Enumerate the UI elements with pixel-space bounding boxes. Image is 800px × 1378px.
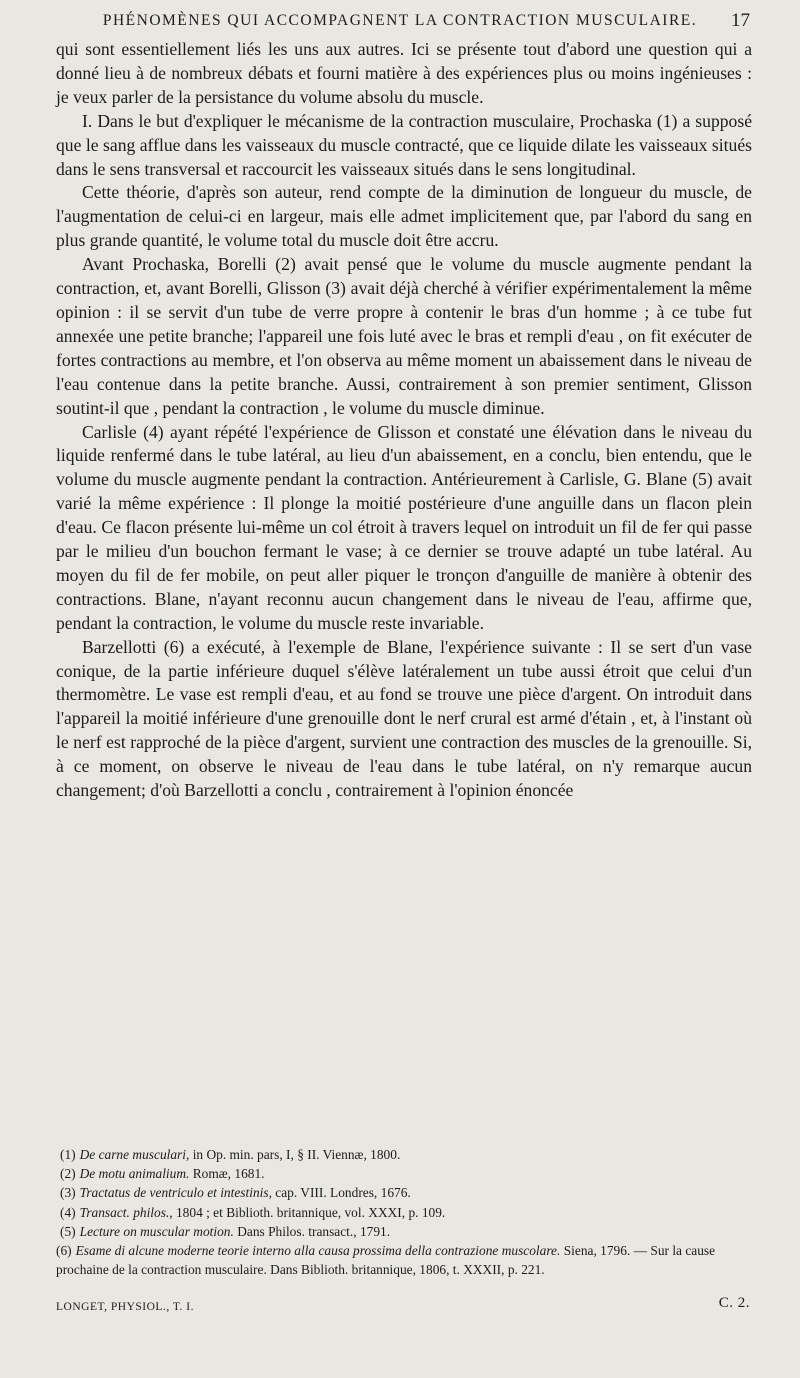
footnote-title: Tractatus de ventriculo et intestinis, bbox=[79, 1185, 272, 1201]
running-head: PHÉNOMÈNES QUI ACCOMPAGNENT LA CONTRACTION MUSCULAIRE. bbox=[102, 12, 698, 29]
page-header bbox=[50, 6, 750, 36]
paragraph: Carlisle (4) ayant répété l'expérience de Glisson et constaté une élévation dans le niveau du liquide renfermé dans le tube latéral, au lieu d'un abaissement, en a conclu, bien entendu, que le volume du muscle augmente pendant la contraction. Antérieurement à Carlisle, G. Blane (5) avait varié la même expérience : Il plonge la moitié postérieure d'une anguille dans un flacon plein d'eau. Ce flacon présente lui-même un col étroit à travers lequel on introduit un fil de fer qui passe par le milieu d'un bouchon fermant le vase; à ce dernier se trouve adapté un tube latéral. Au moyen du fil de fer mobile, on peut aller piquer le tronçon d'anguille de manière à obtenir des contractions. Blane, n'ayant reconnu aucun changement dans le niveau de l'eau, affirme que, pendant la contraction, le volume du muscle reste invariable. bbox=[56, 421, 752, 633]
footnote-title: Lecture on muscular motion. bbox=[79, 1223, 234, 1239]
footnote-text: Siena, 1796. — Sur la cause prochaine de la contraction musculaire. Dans Biblioth. britannique, 1806, t. XXXII, p. 221. bbox=[56, 1243, 716, 1278]
page-footer bbox=[56, 1295, 752, 1317]
footnote-text: Romæ, 1681. bbox=[189, 1166, 265, 1182]
footnote-text: in Op. min. pars, I, § II. Viennæ, 1800. bbox=[189, 1147, 401, 1162]
footnote bbox=[56, 1222, 752, 1241]
footnote-text: 1804 ; et Biblioth. britannique, vol. XXXI, p. 109. bbox=[172, 1204, 446, 1220]
paragraph: Cette théorie, d'après son auteur, rend compte de la diminution de longueur du muscle, de l'augmentation de celui-ci en largeur, mais elle admet implicitement que, par l'abord du sang en plus grande quantité, le volume total du muscle doit être accru. bbox=[56, 182, 752, 251]
footnote bbox=[56, 1203, 752, 1222]
footnote-title: De motu animalium. bbox=[79, 1166, 190, 1182]
footnote-title: De carne musculari, bbox=[79, 1147, 190, 1162]
footnote-text: Dans Philos. transact., 1791. bbox=[233, 1223, 391, 1239]
footnote-ref: (2) bbox=[60, 1166, 76, 1182]
paragraph: I. Dans le but d'expliquer le mécanisme de la contraction musculaire, Prochaska (1) a supposé que le sang afflue dans les vaisseaux du muscle contracté, que ce liquide dilate les vaisseaux situés dans le sens transversal et raccourcit les vaisseaux situés dans le sens longitudinal. bbox=[56, 110, 752, 179]
printer-signature: LONGET, PHYSIOL., T. I. bbox=[56, 1301, 194, 1313]
footnotes bbox=[56, 1145, 752, 1279]
footnote-ref: (1) bbox=[60, 1147, 76, 1162]
footnote bbox=[56, 1183, 752, 1202]
footnote-ref: (5) bbox=[60, 1223, 76, 1239]
main-text bbox=[56, 38, 752, 803]
footnote-ref: (6) bbox=[56, 1243, 72, 1259]
paragraph: Barzellotti (6) a exécuté, à l'exemple de Blane, l'expérience suivante : Il se sert d'un vase conique, de la partie inférieure duquel s'élève latéralement un tube aussi étroit que celui d'un thermomètre. Le vase est rempli d'eau, et au fond se trouve une pièce d'argent. On introduit dans l'appareil la moitié inférieure d'une grenouille dont le nerf crural est armé d'étain , et, à l'instant où le nerf est rapproché de la pièce d'argent, survient une contraction des muscles de la grenouille. Si, à ce moment, on observe le niveau de l'eau dans le tube latéral, on n'y remarque aucun changement; d'où Barzellotti a conclu , contrairement à l'opinion énoncée bbox=[56, 636, 752, 801]
signature-mark: C. 2. bbox=[718, 1295, 750, 1311]
page-number: 17 bbox=[731, 10, 750, 31]
footnote-ref: (4) bbox=[60, 1204, 76, 1220]
paragraph: Avant Prochaska, Borelli (2) avait pensé que le volume du muscle augmente pendant la contraction, et, avant Borelli, Glisson (3) avait déjà cherché à vérifier expérimentalement la même opinion : il se servit d'un tube de verre propre à contenir le bras d'un homme ; à ce tube fut annexée une petite branche; l'appareil une fois luté avec le bras et rempli d'eau , on fit exécuter de fortes contractions au membre, et l'on observa au même moment un abaissement dans le niveau de l'eau contenue dans la petite branche. Aussi, contrairement à son premier sentiment, Glisson soutint-il que , pendant la contraction , le volume du muscle diminue. bbox=[56, 254, 752, 418]
footnote bbox=[56, 1241, 752, 1279]
footnote-title: Transact. philos., bbox=[79, 1204, 173, 1220]
footnote-ref: (3) bbox=[60, 1185, 76, 1201]
paragraph: qui sont essentiellement liés les uns aux autres. Ici se présente tout d'abord une question qui a donné lieu à de nombreux débats et fourni matière à des expériences plus ou moins ingénieuses : je veux parler de la persistance du volume absolu du muscle. bbox=[56, 39, 752, 107]
footnote bbox=[56, 1164, 752, 1183]
footnote-title: Esame di alcune moderne teorie interno alla causa prossima della contrazione muscolare. bbox=[75, 1243, 561, 1259]
footnote bbox=[56, 1145, 752, 1164]
footnote-text: cap. VIII. Londres, 1676. bbox=[271, 1185, 411, 1201]
